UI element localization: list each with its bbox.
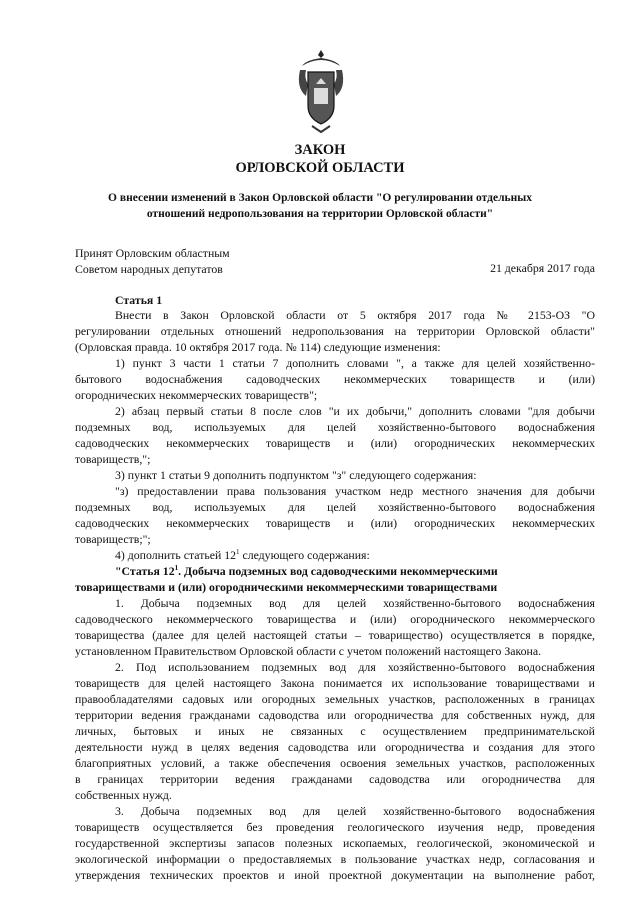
body-line: правообладателями садовых или огородных земельных участков, расположенных в границах (75, 692, 595, 706)
body-text: следующего содержания: (239, 548, 370, 562)
coat-of-arms-emblem (296, 48, 346, 134)
body-line: 3. Добыча подземных вод для целей хозяйственно-бытового водоснабжения (115, 804, 595, 818)
body-line: садоводческих некоммерческих товариществ и (или) огороднических некоммерческих (75, 516, 595, 530)
body-line: благоприятных условий, а также обеспечения освоения земельных участков, расположенных (75, 756, 595, 770)
body-text: "Статья 12 (115, 564, 175, 578)
body-line: "з) предоставлении права пользования участком недр местного значения для добычи (115, 484, 595, 498)
body-line: подземных вод, используемых для целей хозяйственно-бытового водоснабжения (75, 420, 595, 434)
body-line: собственных нужд. (75, 788, 172, 802)
body-line: в границах территории ведения гражданами садоводства или огородничества для (75, 772, 595, 786)
body-line: подземных вод, используемых для целей хозяйственно-бытового водоснабжения (75, 500, 595, 514)
body-line: товариществ осуществляется без проведения геологического изучения недр, проведения (75, 820, 595, 834)
body-line: садоводческого некоммерческого товарищества и (или) огороднического некоммерческого (75, 612, 595, 626)
article-1-heading: Статья 1 (115, 293, 163, 307)
adoption-line-1: Принят Орловским областным (75, 246, 230, 260)
body-line: 1) пункт 3 части 1 статьи 7 дополнить словами ", а также для целей хозяйственно- (115, 356, 595, 370)
body-text: . Добыча подземных вод садоводческими некоммерческими (178, 564, 498, 578)
body-line: товарищества (далее для целей настоящей статьи – товарищество) осуществляется в порядке, (75, 628, 595, 642)
body-line (115, 547, 595, 563)
body-line: экологической информации о предоставляемых в пользование участках недр, согласования и (75, 852, 595, 866)
body-line: установленном Правительством Орловской области с учетом положений настоящего Закона. (75, 644, 542, 658)
body-line: Внести в Закон Орловской области от 5 октября 2017 года № 2153-ОЗ "О (115, 308, 595, 322)
body-line: 2. Под использованием подземных вод для хозяйственно-бытового водоснабжения (115, 660, 595, 674)
body-line: товариществ;"; (75, 532, 151, 546)
body-line: 1. Добыча подземных вод для целей хозяйственно-бытового водоснабжения (115, 596, 595, 610)
article-12-1-heading-cont: товариществами и (или) огородническими некоммерческими товариществами (75, 580, 498, 594)
body-line: огороднических некоммерческих товариществ"; (75, 388, 318, 402)
adoption-date: 21 декабря 2017 года (490, 261, 595, 275)
body-line: территории ведения гражданами садоводства или огородничества для собственных нужд, для (75, 708, 595, 722)
body-line: 2) абзац первый статьи 8 после слов "и их добычи," дополнить словами "для добычи (115, 404, 595, 418)
body-text: 4) дополнить статьей 12 (115, 548, 237, 562)
body-line: 3) пункт 1 статьи 9 дополнить подпунктом "з" следующего содержания: (115, 468, 477, 482)
body-line: (Орловская правда. 10 октября 2017 года. № 114) следующие изменения: (75, 340, 441, 354)
law-subject-line-2: отношений недропользования на территории Орловской области" (146, 208, 494, 220)
body-line: государственной экспертизы запасов полезных ископаемых, геологической, экономической и (75, 836, 595, 850)
body-line: утверждения технических проектов и иной проектной документации на выполнение работ, (75, 868, 595, 882)
law-title: ЗАКОН (294, 142, 346, 158)
body-line: бытового водоснабжения садоводческих некоммерческих товариществ и (или) (75, 372, 595, 386)
body-line: личных, бытовых и иных не связанных с осуществлением предпринимательской (75, 724, 595, 738)
adoption-line-2: Советом народных депутатов (75, 262, 223, 276)
law-subject-line-1: О внесении изменений в Закон Орловской области "О регулировании отдельных (108, 192, 532, 204)
body-line: садоводческих некоммерческих товариществ и (или) огороднических некоммерческих (75, 436, 595, 450)
superscript: 1 (174, 564, 179, 573)
superscript: 1 (236, 548, 240, 557)
body-line: регулировании отдельных отношений недропользования на территории Орловской области" (75, 324, 595, 338)
body-line: деятельности нужд в целях ведения садоводства или огородничества и создания для этого (75, 740, 595, 754)
body-line: товариществ,"; (75, 452, 151, 466)
article-12-1-heading (115, 563, 595, 579)
body-line: товариществ для целей настоящего Закона понимается их использование товариществами и (75, 676, 595, 690)
region-title: ОРЛОВСКОЙ ОБЛАСТИ (235, 160, 405, 176)
